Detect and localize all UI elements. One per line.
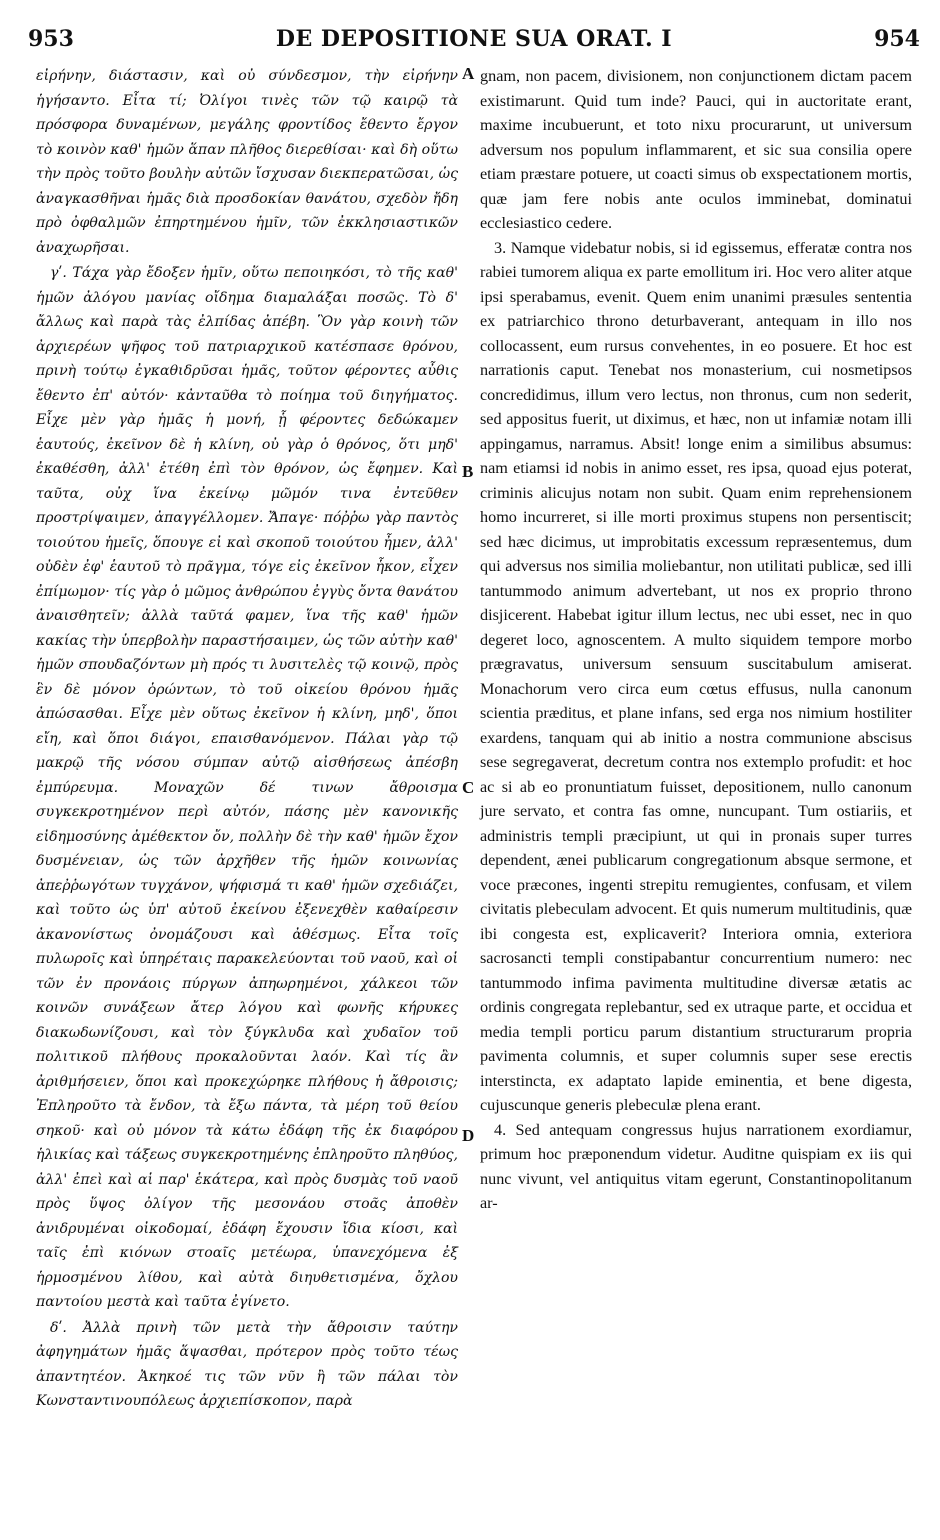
- greek-paragraph: εἰρήνην, διάστασιν, καὶ οὐ σύνδεσμον, τὴν εἰρήνην ἡγήσαντο. Εἶτα τί; Ὀλίγοι τινὲς τῶν τῷ καιρῷ τὰ πρόσφορα δυναμένων, μεγάλης φροντίδος ἔθεντο ἔργον τὸ κοινὸν καθ' ἡμῶν ἅπαν πλῆθος διερεθίσαι· καὶ δὴ οὕτω τὴν πρὸς τοῦτο βουλὴν αὐτῶν ἴσχυσαν διεκπερατῶσαι, ὡς ἀναγκασθῆναι ἡμᾶς διὰ προσδοκίαν θανάτου, σχεδὸν ἤδη πρὸ ὀφθαλμῶν ἐπηρτημένου ἡμῖν, τῶν ἐκκλησιαστικῶν ἀναχωρῆσαι.: [36, 68, 458, 256]
- page-number-left: 953: [28, 26, 74, 52]
- latin-paragraph: 3. Namque videbatur nobis, si id egissemus, efferatæ contra nos rabiei tumorem aliqua ex parte emollitum iri. Hoc vero aliter atque ipsi sperabamus, evenit. Quem enim unanimi præsules sententia ex patriarchico throno deturbaverant, antequam in illo nos collocassent, eum rursus convehentes, in eo posuere. Et hoc est narrationis caput. Tenebat nos monasterium, cui nosmetipsos concredidimus, illum vero lectus, non thronus, cum non sederit, sed appositus fuerit, ut diximus, et hæc, non ut infamiæ notam illi appingamus, narramus. Absit! longe enim a similibus absumus: nam etiamsi id nobis in animo esset, res ipsa, quoad ejus poterat, criminis alicujus notam non subit. Quam enim reprehensionem homo incurreret, si ille morti proximus stupens non persentiscit; sed hæc dicimus, ut improbitatis excessum repræsentemus, dum qui adversus nos similia moliebantur, non utilitati publicæ, sed illi tantummodo animum advertebant, ut nos ex proprio throno disjicerent. Habebat igitur illum lectus, nec ubi esset, nec in quo degeret loco, agnoscentem. A multo siquidem tempore morbo prægravatus, universum sensuum suscitabulum amiserat. Monachorum vero circa eum cœtus effusus, nulla canonum scientia præditus, et plane infans, sed erga nos nimium hostiliter exardens, tanquam qui ab initio a nostra communione abscisus sese segregaverat, decretum contra nos extemplo profudit: et hoc ac si ab eo pronuntiatum fuisset, depositionem, nullo canonum jure servato, et contra fas omne, nuncupant. Tum ostiariis, et administris templi præcipiunt, ut qui in pronais super turres dependent, ænei publicarum congregationum absque sermone, et voce præcones, ingenti strepitu remugientes, confusam, et vilem civitatis plebeculam advocent. Et quis numerum multitudinis, quæ ibi congesta est, explicaverit? Interiora omnia, exteriora sacrosancti templi constipabantur concurrentium numero: nec tantummodo infima pavimenta multitudine diversæ ætatis ac ordinis congregata replebantur, sed ex utraque parte, et occidua et media templi porticu parum distantium structurarum propria pavimenta columnis, et super columnis super sese erectis interstincta, ex adaptato lapide eminentia, et bene digesta, cujuscunque generis plebeculæ plena erant.: [480, 238, 912, 1114]
- margin-marker-c: C: [462, 778, 475, 797]
- latin-paragraph: 4. Sed antequam congressus hujus narrationem exordiamur, primum hoc præponendum videtur. Auditne quispiam ex iis qui nunc vivunt, vel antiquitus vitam egerunt, Constantinopolitanum ar-: [480, 1120, 912, 1212]
- greek-text-column: [36, 64, 458, 1414]
- latin-text-column: [480, 64, 912, 1216]
- latin-paragraph: gnam, non pacem, divisionem, non conjunctionem dictam pacem existimarunt. Quid tum inde? Pauci, qui in auctoritate erant, maxime incubuerunt, et toto nixu procurarunt, ut universum adversum nos populum inflammarent, et sic sua consilia opere etiam præstare potuere, ut coacti simus ob exspectationem mortis, quæ jam fere nobis ante oculos imminebat, dominatui ecclesiastico cedere.: [480, 67, 912, 232]
- margin-marker-a: A: [462, 64, 475, 83]
- greek-paragraph: δʹ. Ἀλλὰ πρινὴ τῶν μετὰ τὴν ἄθροισιν ταύτην ἀφηγημάτων ἡμᾶς ἅψασθαι, πρότερον πρὸς τοῦτο τέως ἀπαντητέον. Ἀκηκοέ τις τῶν νῦν ἢ τῶν πάλαι τὸν Κωνσταντινουπόλεως ἀρχιεπίσκοπον, παρὰ: [36, 1319, 458, 1409]
- greek-paragraph: γʹ. Τάχα γὰρ ἔδοξεν ἡμῖν, οὕτω πεποιηκόσι, τὸ τῆς καθ' ἡμῶν ἀλόγου μανίας οἴδημα διαμαλάξαι ποσῶς. Τὸ δ' ἄλλως καὶ παρὰ τὰς ἐλπίδας ἀπέβη. Ὃν γὰρ κοινὴ τῶν ἀρχιερέων ψῆφος τοῦ πατριαρχικοῦ κατέσπασε θρόνου, πρινὴ τούτῳ ἐγκαθιδρῦσαι ἡμᾶς, τοῦτον φέροντες αὖθις ἔθεντο ἐπ' αὐτόν· κἀνταῦθα τὸ ποίημα τοῦ διηγήματος. Εἶχε μὲν γὰρ ἡμᾶς ἡ μονή, ᾗ φέροντες δεδώκαμεν ἑαυτούς, ἐκεῖνον δὲ ἡ κλίνη, οὐ γὰρ ὁ θρόνος, ὅτι μηδ' ἐκαθέσθη, ἀλλ' ἐτέθη ἐπὶ τὸν θρόνον, ὡς ἔφημεν. Καὶ ταῦτα, οὐχ ἵνα ἐκείνῳ μῶμόν τινα ἐντεῦθεν προστρίψαιμεν, ἀπαγγέλλομεν. Ἄπαγε· πόῤῥω γὰρ παντὸς τοιούτου ἡμεῖς, ὅπουγε εἰ καὶ σκοποῦ τοιούτου ἦμεν, ἀλλ' οὐδὲν ἐφ' ἑαυτοῦ τὸ πρᾶγμα, τόγε εἰς ἐκεῖνον ἧκον, εἶχεν ἐπίμωμον· τίς γὰρ ὁ μῶμος ἀνθρώπου ἐγγὺς ὄντα θανάτου ἀναισθητεῖν; ἀλλὰ ταῦτά φαμεν, ἵνα τῆς καθ' ἡμῶν κακίας τὴν ὑπερβολὴν παραστήσαιμεν, ὡς τῶν αὐτὴν καθ' ἡμῶν σπουδαζόντων μὴ πρός τι λυσιτελὲς τῷ κοινῷ, πρὸς ἓν δὲ μόνον ὁρώντων, τὸ τοῦ οἰκείου θρόνου ἡμᾶς ἀπώσασθαι. Εἶχε μὲν οὕτως ἐκεῖνον ἡ κλίνη, μηδ', ὅποι εἴη, καὶ ὅποι διάγοι, επαισθανόμενον. Πάλαι γὰρ τῷ μακρῷ τῆς νόσου σύμπαν αὐτῷ αἰσθήσεως ἀπέσβη ἐμπύρευμα. Μοναχῶν δέ τινων ἄθροισμα συγκεκροτημένον περὶ αὐτόν, πάσης μὲν κανονικῆς εἰδημοσύνης ἀμέθεκτον ὄν, πολλὴν δὲ τὴν καθ' ἡμῶν ἔχον δυσμένειαν, ὡς τῶν ἀρχῆθεν τῆς ἡμῶν κοινωνίας ἀπεῤῥωγότων τυγχάνον, ψήφισμά τι καθ' ἡμῶν σχεδιάζει, καὶ τοῦτο ὡς ὑπ' αὐτοῦ ἐκείνου ἐξενεχθὲν καθαίρεσιν ἀκανονίστως ὀνομάζουσι καὶ ἀθέσμως. Εἶτα τοῖς πυλωροῖς καὶ ὑπηρέταις παρακελεύονται τοῦ ναοῦ, καὶ οἱ τῶν ἐν προνάοις πύργων ἀπηωρημένοι, χάλκεοι τῶν κοινῶν συνάξεων ἄτερ λόγου καὶ φωνῆς κήρυκες διακωδωνίζουσι, καὶ τὸν ξύγκλυδα καὶ χυδαῖον τοῦ πολιτικοῦ πλήθους προκαλοῦνται λαόν. Καὶ τίς ἂν ἀριθμήσειεν, ὅποι καὶ προκεχώρηκε πλήθους ἡ ἄθροισις; Ἐπληροῦτο τὰ ἔνδον, τὰ ἔξω πάντα, τὰ μέρη τοῦ θείου σηκοῦ· καὶ οὐ μόνον τὰ κάτω ἐδάφη τῆς ἐκ διαφόρου ἡλικίας καὶ τάξεως συγκεκροτημένης ἐπληροῦτο πληθύος, ἀλλ' ἐπεὶ καὶ αἱ παρ' ἑκάτερα, καὶ πρὸς δυσμὰς τοῦ ναοῦ πρὸς ὕψος ὀλίγον τῆς μεσονάου στοᾶς ἀποθὲν ἀνιδρυμέναι οἰκοδομαί, ἐδάφη ἔχουσιν ἴδια κίοσι, καὶ ταῖς ἐπὶ κιόνων στοαῖς μετέωρα, ὑπανεχόμενα ἐξ ἡρμοσμένου λίθου, καὶ αὐτὰ διηυθετισμένα, ὄχλου παντοίου μεστὰ καὶ ταῦτα ἐγίνετο.: [36, 265, 458, 1310]
- page-number-right: 954: [874, 26, 920, 52]
- margin-marker-d: D: [462, 1126, 475, 1145]
- margin-marker-b: B: [462, 462, 474, 481]
- running-title: DE DEPOSITIONE SUA ORAT. I: [275, 26, 673, 52]
- running-header: [28, 26, 920, 56]
